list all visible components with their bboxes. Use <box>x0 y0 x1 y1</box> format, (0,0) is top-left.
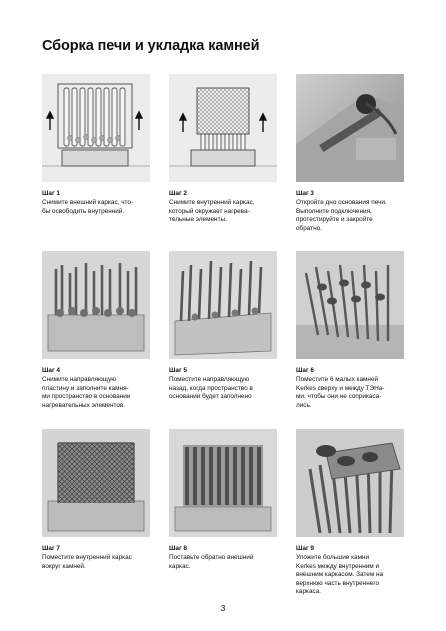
step-5-description: Поместите направляющую назад, когда пространство в основании будет заполнено <box>169 376 253 401</box>
step-8-label: Шаг 8 <box>169 545 187 552</box>
step-6-label: Шаг 6 <box>296 367 314 374</box>
step-2-illustration <box>169 74 277 182</box>
step-9-photo <box>296 429 404 537</box>
step-5-label: Шаг 5 <box>169 367 187 374</box>
step-8-description: Поставьте обратно внешний каркас. <box>169 554 254 570</box>
step-9-description: Уложите большие камни Kerkes между внутренним и внешним каркасом. Затем на верхнюю часть внутреннего каркаса. <box>296 554 384 596</box>
step-4-photo <box>42 251 150 359</box>
page-title: Сборка печи и укладка камней <box>42 38 260 54</box>
step-9-label: Шаг 9 <box>296 545 314 552</box>
step-6-description: Поместите 6 малых камней Kerkes сверху и между ТЭНа- ми, чтобы они не соприкаса- лись. <box>296 376 385 409</box>
step-4-description: Снимите направляющую пластину и заполните камня- ми пространство в основании нагревательных элементов. <box>42 376 131 409</box>
step-2-description: Снимите внутренний каркас, который окружает нагрева- тельные элементы. <box>169 199 255 224</box>
step-8-photo <box>169 429 277 537</box>
step-3-description: Откройте дно основания печи. Выполните подключения, протестируйте и закройте обратно. <box>296 199 387 232</box>
step-4-label: Шаг 4 <box>42 367 60 374</box>
step-1-description: Снимите внешний каркас, что- бы освободить внутренний. <box>42 199 134 215</box>
step-3-photo <box>296 74 404 182</box>
step-5-photo <box>169 251 277 359</box>
page-number: 3 <box>220 603 226 613</box>
step-7-photo <box>42 429 150 537</box>
step-3-label: Шаг 3 <box>296 190 314 197</box>
step-7-label: Шаг 7 <box>42 545 60 552</box>
step-6-photo <box>296 251 404 359</box>
step-7-description: Поместите внутренний каркас вокруг камней. <box>42 554 132 570</box>
step-1-illustration <box>42 74 150 182</box>
step-1-label: Шаг 1 <box>42 190 60 197</box>
step-2-label: Шаг 2 <box>169 190 187 197</box>
